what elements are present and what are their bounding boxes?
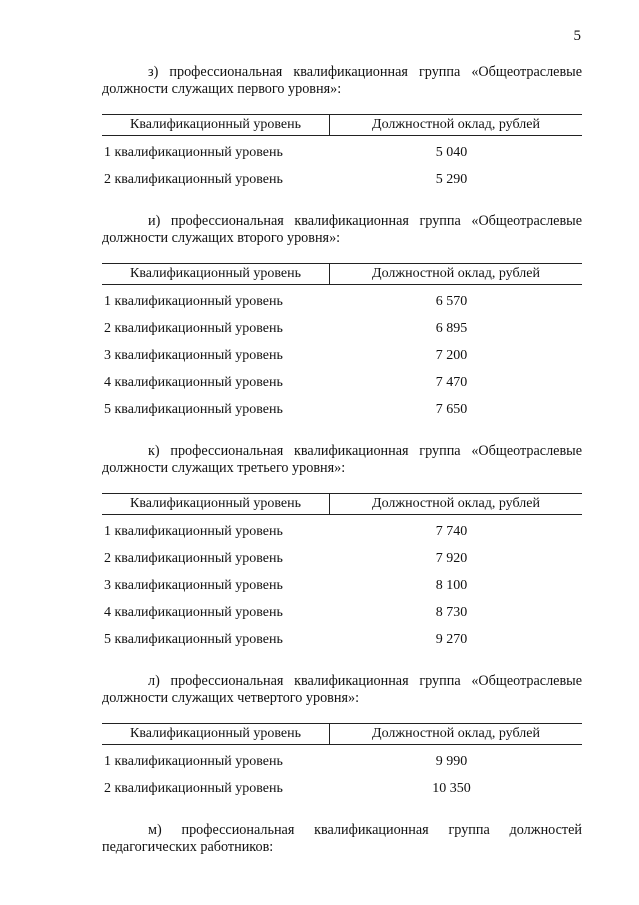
table-row xyxy=(102,396,582,423)
salary-table xyxy=(102,263,582,423)
table-header xyxy=(102,723,582,745)
section-heading-line2: педагогических работников: xyxy=(102,839,274,855)
salary-cell: 7 470 xyxy=(435,374,468,390)
level-cell: 5 квалификационный уровень xyxy=(104,401,283,417)
level-cell: 4 квалификационный уровень xyxy=(104,604,283,620)
level-cell: 3 квалификационный уровень xyxy=(104,577,283,593)
section-k xyxy=(102,443,582,653)
column-header-level: Квалификационный уровень xyxy=(102,115,330,135)
section-heading xyxy=(102,64,582,98)
column-header-level: Квалификационный уровень xyxy=(102,264,330,284)
salary-cell: 7 740 xyxy=(435,523,468,539)
section-m-heading xyxy=(102,822,582,856)
salary-cell: 8 100 xyxy=(435,577,468,593)
section-heading xyxy=(102,213,582,247)
salary-cell: 10 350 xyxy=(432,780,471,796)
column-header-level: Квалификационный уровень xyxy=(102,724,330,744)
column-header-salary: Должностной оклад, рублей xyxy=(372,726,540,741)
table-header xyxy=(102,493,582,515)
section-heading xyxy=(102,673,582,707)
level-cell: 4 квалификационный уровень xyxy=(104,374,283,390)
section-heading-line1: к) профессиональная квалификационная группа «Общеотраслевые xyxy=(148,443,582,459)
level-cell: 2 квалификационный уровень xyxy=(104,780,283,796)
level-cell: 1 квалификационный уровень xyxy=(104,144,283,160)
section-heading-line1: и) профессиональная квалификационная группа «Общеотраслевые xyxy=(148,213,582,229)
salary-cell: 5 040 xyxy=(435,144,468,160)
salary-cell: 5 290 xyxy=(435,171,468,187)
table-row xyxy=(102,139,582,166)
section-i xyxy=(102,213,582,423)
section-heading xyxy=(102,443,582,477)
table-header xyxy=(102,114,582,136)
level-cell: 3 квалификационный уровень xyxy=(104,347,283,363)
section-heading-line1: м) профессиональная квалификационная группа должностей xyxy=(148,822,582,838)
section-heading-line1: з) профессиональная квалификационная группа «Общеотраслевые xyxy=(148,64,582,80)
salary-cell: 9 990 xyxy=(435,753,468,769)
document-body xyxy=(102,64,582,856)
salary-cell: 7 920 xyxy=(435,550,468,566)
section-l xyxy=(102,673,582,802)
salary-table xyxy=(102,493,582,653)
salary-cell: 9 270 xyxy=(435,631,468,647)
table-row xyxy=(102,775,582,802)
table-row xyxy=(102,166,582,193)
column-header-salary: Должностной оклад, рублей xyxy=(372,266,540,281)
table-row xyxy=(102,518,582,545)
level-cell: 1 квалификационный уровень xyxy=(104,523,283,539)
table-row xyxy=(102,572,582,599)
salary-cell: 8 730 xyxy=(435,604,468,620)
table-header xyxy=(102,263,582,285)
column-header-salary: Должностной оклад, рублей xyxy=(372,117,540,132)
page-number: 5 xyxy=(573,28,581,44)
level-cell: 2 квалификационный уровень xyxy=(104,320,283,336)
column-header-salary: Должностной оклад, рублей xyxy=(372,496,540,511)
table-row xyxy=(102,288,582,315)
table-row xyxy=(102,626,582,653)
section-heading-line2: должности служащих первого уровня»: xyxy=(102,81,342,97)
table-row xyxy=(102,599,582,626)
level-cell: 1 квалификационный уровень xyxy=(104,293,283,309)
level-cell: 5 квалификационный уровень xyxy=(104,631,283,647)
section-z xyxy=(102,64,582,193)
salary-cell: 6 895 xyxy=(435,320,468,336)
table-row xyxy=(102,315,582,342)
level-cell: 2 квалификационный уровень xyxy=(104,171,283,187)
salary-table xyxy=(102,723,582,802)
table-row xyxy=(102,748,582,775)
level-cell: 2 квалификационный уровень xyxy=(104,550,283,566)
section-heading-line2: должности служащих второго уровня»: xyxy=(102,230,341,246)
table-row xyxy=(102,369,582,396)
salary-cell: 7 650 xyxy=(435,401,468,417)
table-row xyxy=(102,545,582,572)
salary-cell: 7 200 xyxy=(435,347,468,363)
column-header-level: Квалификационный уровень xyxy=(102,494,330,514)
section-heading-line2: должности служащих четвертого уровня»: xyxy=(102,690,360,706)
salary-cell: 6 570 xyxy=(435,293,468,309)
section-heading-line1: л) профессиональная квалификационная группа «Общеотраслевые xyxy=(148,673,582,689)
table-row xyxy=(102,342,582,369)
salary-table xyxy=(102,114,582,193)
level-cell: 1 квалификационный уровень xyxy=(104,753,283,769)
section-heading-line2: должности служащих третьего уровня»: xyxy=(102,460,346,476)
